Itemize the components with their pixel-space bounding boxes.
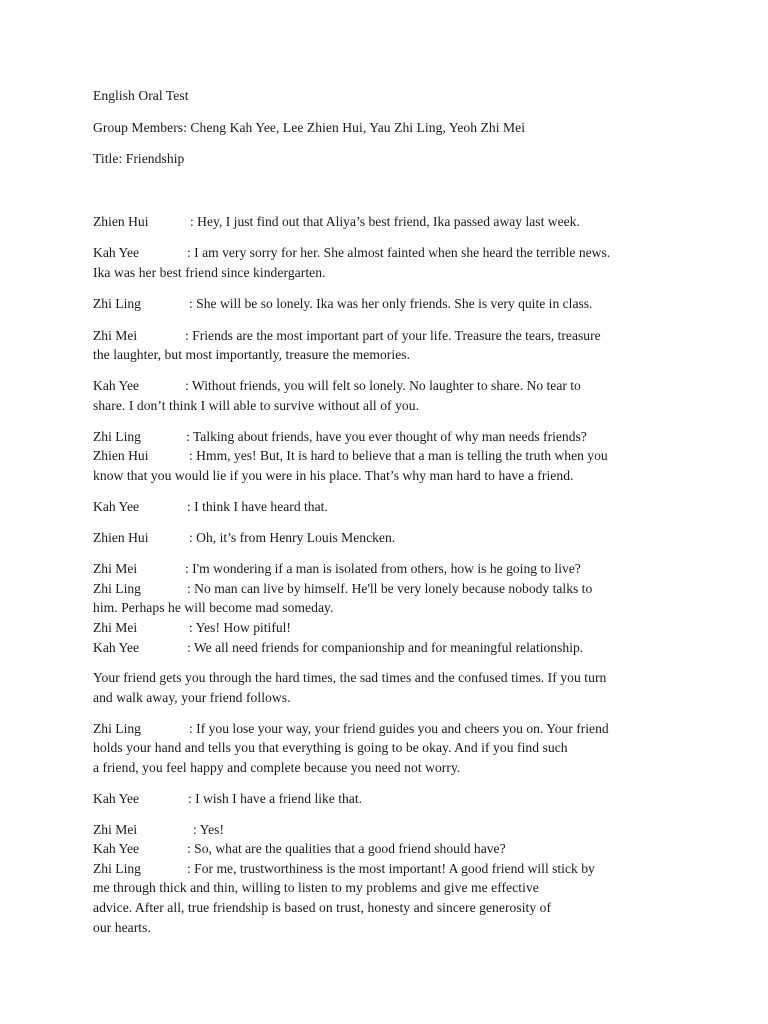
speaker-name: Kah Yee — [93, 791, 140, 806]
dialogue-text: : We all need friends for companionship and for meaningful relationship. — [187, 640, 584, 655]
dialogue-continuation: a friend, you feel happy and complete because you need not worry. — [93, 760, 461, 775]
dialogue-text: : If you lose your way, your friend guides you and cheers you on. Your friend — [189, 721, 609, 736]
speaker-name: Zhi Ling — [93, 861, 141, 876]
speaker-name: Kah Yee — [93, 640, 140, 655]
dialogue-continuation: me through thick and thin, willing to listen to my problems and give me effective — [93, 880, 539, 895]
speaker-name: Zhi Mei — [93, 620, 138, 635]
speaker-name: Kah Yee — [93, 499, 140, 514]
dialogue-text: : I think I have heard that. — [187, 499, 328, 514]
speaker-name: Zhien Hui — [93, 214, 149, 229]
dialogue-continuation: Ika was her best friend since kindergarten. — [93, 265, 326, 280]
dialogue-text: : Talking about friends, have you ever thought of why man needs friends? — [186, 429, 587, 444]
dialogue-continuation: share. I don’t think I will able to survive without all of you. — [93, 398, 420, 413]
doc-heading: English Oral Test — [93, 88, 189, 103]
dialogue-text: : So, what are the qualities that a good friend should have? — [187, 841, 506, 856]
speaker-name: Zhi Mei — [93, 328, 138, 343]
title-line: Title: Friendship — [93, 151, 185, 166]
narration-line: Your friend gets you through the hard times, the sad times and the confused times. If you turn — [93, 670, 607, 685]
dialogue-continuation: our hearts. — [93, 920, 151, 935]
dialogue-continuation: the laughter, but most importantly, treasure the memories. — [93, 347, 411, 362]
speaker-name: Kah Yee — [93, 841, 140, 856]
speaker-name: Zhi Mei — [93, 822, 138, 837]
dialogue-continuation: him. Perhaps he will become mad someday. — [93, 600, 334, 615]
dialogue-text: : I wish I have a friend like that. — [188, 791, 363, 806]
speaker-name: Zhien Hui — [93, 448, 149, 463]
speaker-name: Zhi Mei — [93, 561, 138, 576]
dialogue-continuation: know that you would lie if you were in his place. That’s why man hard to have a friend. — [93, 468, 574, 483]
dialogue-text: : Hey, I just find out that Aliya’s best friend, Ika passed away last week. — [190, 214, 580, 229]
dialogue-text: : Hmm, yes! But, It is hard to believe that a man is telling the truth when you — [189, 448, 608, 463]
dialogue-text: : Friends are the most important part of your life. Treasure the tears, treasure — [185, 328, 601, 343]
speaker-name: Zhien Hui — [93, 530, 149, 545]
dialogue-text: : I am very sorry for her. She almost fainted when she heard the terrible news. — [187, 245, 611, 260]
speaker-name: Zhi Ling — [93, 429, 141, 444]
dialogue-text: : Without friends, you will felt so lonely. No laughter to share. No tear to — [185, 378, 581, 393]
dialogue-text: : Yes! How pitiful! — [189, 620, 291, 635]
speaker-name: Kah Yee — [93, 245, 140, 260]
dialogue-text: : I'm wondering if a man is isolated from others, how is he going to live? — [185, 561, 581, 576]
narration-line: and walk away, your friend follows. — [93, 690, 291, 705]
group-members-line: Group Members: Cheng Kah Yee, Lee Zhien Hui, Yau Zhi Ling, Yeoh Zhi Mei — [93, 120, 526, 135]
speaker-name: Kah Yee — [93, 378, 140, 393]
dialogue-text: : No man can live by himself. He'll be very lonely because nobody talks to — [187, 581, 593, 596]
dialogue-text: : She will be so lonely. Ika was her only friends. She is very quite in class. — [189, 296, 593, 311]
dialogue-continuation: holds your hand and tells you that everything is going to be okay. And if you find such — [93, 740, 568, 755]
dialogue-text: : Oh, it’s from Henry Louis Mencken. — [189, 530, 396, 545]
dialogue-continuation: advice. After all, true friendship is based on trust, honesty and sincere generosity of — [93, 900, 552, 915]
dialogue-text: : Yes! — [193, 822, 224, 837]
speaker-name: Zhi Ling — [93, 581, 141, 596]
speaker-name: Zhi Ling — [93, 721, 141, 736]
dialogue-text: : For me, trustworthiness is the most important! A good friend will stick by — [187, 861, 595, 876]
speaker-name: Zhi Ling — [93, 296, 141, 311]
